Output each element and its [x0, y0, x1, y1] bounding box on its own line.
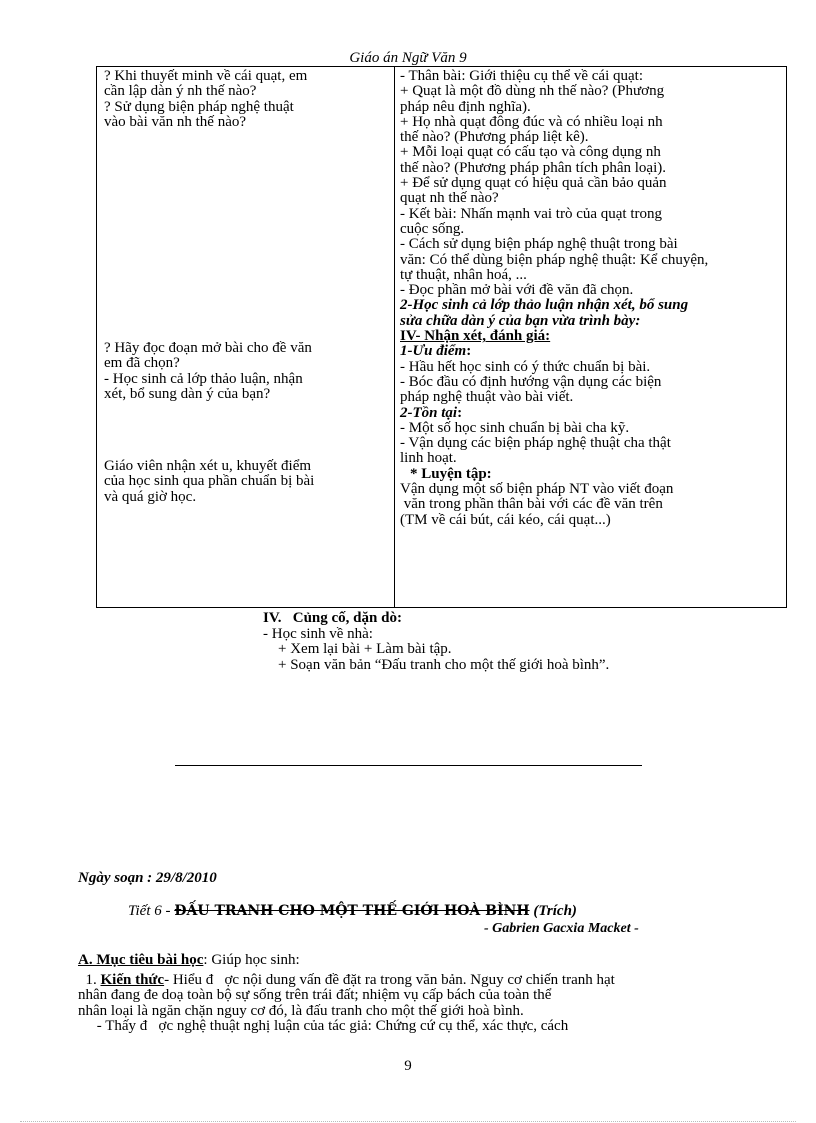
discussion-heading: sửa chữa dàn ý của bạn vừa trình bày:: [400, 312, 641, 329]
lesson-prefix: Tiết 6 -: [128, 903, 175, 919]
text-line: em đã chọn?: [104, 355, 180, 372]
lesson-title: ĐẤU TRANH CHO MỘT THẾ GIỚI HOÀ BÌNH: [174, 903, 530, 919]
text-line: nhân loại là ngăn chặn nguy cơ đó, là đấu tranh cho một thế giới hoà bình.: [78, 1002, 524, 1019]
review-heading: IV- Nhận xét, đánh giá:: [400, 328, 551, 345]
text-line: văn trong phần thân bài với các đề văn trên: [400, 496, 663, 513]
text-line: - Kết bài: Nhấn mạnh vai trò của quạt trong: [400, 205, 663, 222]
knowledge-line: [78, 973, 778, 989]
lesson-title-line: [128, 903, 577, 920]
weaknesses-label: 2-Tồn tại: [400, 404, 458, 421]
text-line: ? Hãy đọc đoạn mở bài cho đề văn: [104, 340, 312, 356]
text-line: pháp nghệ thuật vào bài viết.: [400, 389, 574, 406]
text-line: và quá giờ học.: [104, 488, 197, 505]
text-line: + Mỗi loại quạt có cấu tạo và công dụng nh: [400, 144, 661, 161]
page-header: Giáo án Ngữ Văn 9: [349, 50, 467, 66]
text-line: - Thấy đ ợc nghệ thuật nghị luận của tác giả: Chứng cứ cụ thể, xác thực, cách: [78, 1018, 569, 1034]
section-iv: [263, 611, 609, 673]
left-block-3: [104, 459, 390, 505]
strengths-heading: 1-Ưu điểm:: [400, 343, 472, 360]
text-line: - Hầu hết học sinh có ý thức chuẩn bị bài.: [400, 358, 651, 375]
separator-line: [175, 765, 642, 766]
text-line: của học sinh qua phần chuẩn bị bài: [104, 473, 315, 490]
text-line: - Đọc phần mở bài với đề văn đã chọn.: [400, 282, 634, 299]
text-line: văn: Có thể dùng biện pháp nghệ thuật: Kể chuyện,: [400, 251, 709, 268]
text-line: xét, bổ sung dàn ý của bạn?: [104, 385, 271, 402]
left-block-2: [104, 341, 390, 402]
text-line: + Xem lại bài + Làm bài tập.: [263, 641, 452, 657]
text-line: - Thân bài: Giới thiệu cụ thể về cái quạt:: [400, 68, 643, 84]
text-line: Vận dụng một số biện pháp NT vào viết đoạn: [400, 481, 674, 498]
text-line: - Học sinh về nhà:: [263, 625, 373, 642]
practice-heading: * Luyện tập:: [410, 465, 492, 482]
knowledge-text: - Hiểu đ ợc nội dung vấn đề đặt ra trong văn bản. Nguy cơ chiến tranh hạt: [164, 971, 615, 988]
text-line: - Bóc đầu có định hướng vận dụng các biện: [400, 373, 662, 390]
text-line: tự thuật, nhân hoá, ...: [400, 266, 527, 283]
objectives-intro: : Giúp học sinh:: [203, 952, 300, 968]
objectives: [78, 953, 778, 1035]
text-line: ? Khi thuyết minh về cái quạt, em: [104, 68, 308, 84]
text-line: thế nào? (Phương pháp phân tích phân loại).: [400, 159, 666, 176]
text-line: quạt nh thế nào?: [400, 190, 499, 207]
text-line: linh hoạt.: [400, 450, 457, 467]
text-line: vào bài văn nh thế nào?: [104, 113, 247, 130]
text-line: - Cách sử dụng biện pháp nghệ thuật trong bài: [400, 236, 678, 253]
text-line: thế nào? (Phương pháp liệt kê).: [400, 129, 589, 146]
objectives-heading: [78, 953, 778, 969]
text-line: + Soạn văn bản “Đấu tranh cho một thế giới hoà bình”.: [263, 656, 610, 673]
prep-date: Ngày soạn : 29/8/2010: [78, 870, 217, 886]
text-line: - Vận dụng các biện pháp nghệ thuật cha thật: [400, 435, 671, 452]
text-line: pháp nêu định nghĩa).: [400, 98, 531, 115]
text-line: (TM về cái bút, cái kéo, cái quạt...): [400, 511, 611, 528]
text-line: ? Sử dụng biện pháp nghệ thuật: [104, 98, 294, 115]
text-line: Giáo viên nhận xét u, khuyết điểm: [104, 458, 312, 474]
text-line: + Quạt là một đồ dùng nh thế nào? (Phương: [400, 83, 665, 100]
knowledge-label: Kiến thức: [100, 971, 165, 988]
objectives-label: A. Mục tiêu bài học: [78, 952, 204, 968]
text-line: + Họ nhà quạt đông đúc và có nhiều loại nh: [400, 113, 663, 130]
text-line: cần lập dàn ý nh thế nào?: [104, 83, 257, 100]
left-block-1: [104, 69, 390, 130]
right-column: [400, 69, 785, 528]
lesson-author: - Gabrien Gacxia Macket -: [484, 921, 639, 936]
text-line: - Một số học sinh chuẩn bị bài cha kỹ.: [400, 419, 630, 436]
knowledge-number: 1.: [78, 971, 101, 988]
strengths-label: 1-Ưu điểm: [400, 343, 467, 360]
text-line: + Để sử dụng quạt có hiệu quả cần bảo quản: [400, 175, 667, 192]
section-iv-title: IV. Củng cố, dặn dò:: [263, 610, 402, 626]
text-line: nhân đang đe doạ toàn bộ sự sống trên trái đất; nhiệm vụ cấp bách của toàn thể: [78, 987, 552, 1003]
weaknesses-heading: 2-Tồn tại:: [400, 404, 463, 421]
text-line: cuộc sống.: [400, 220, 465, 237]
text-line: - Học sinh cả lớp thảo luận, nhận: [104, 370, 303, 387]
discussion-heading: 2-Học sinh cả lớp thảo luận nhận xét, bổ sung: [400, 297, 689, 314]
lesson-suffix: (Trích): [529, 903, 577, 919]
table-column-divider: [394, 66, 395, 608]
page-number: 9: [404, 1058, 412, 1074]
